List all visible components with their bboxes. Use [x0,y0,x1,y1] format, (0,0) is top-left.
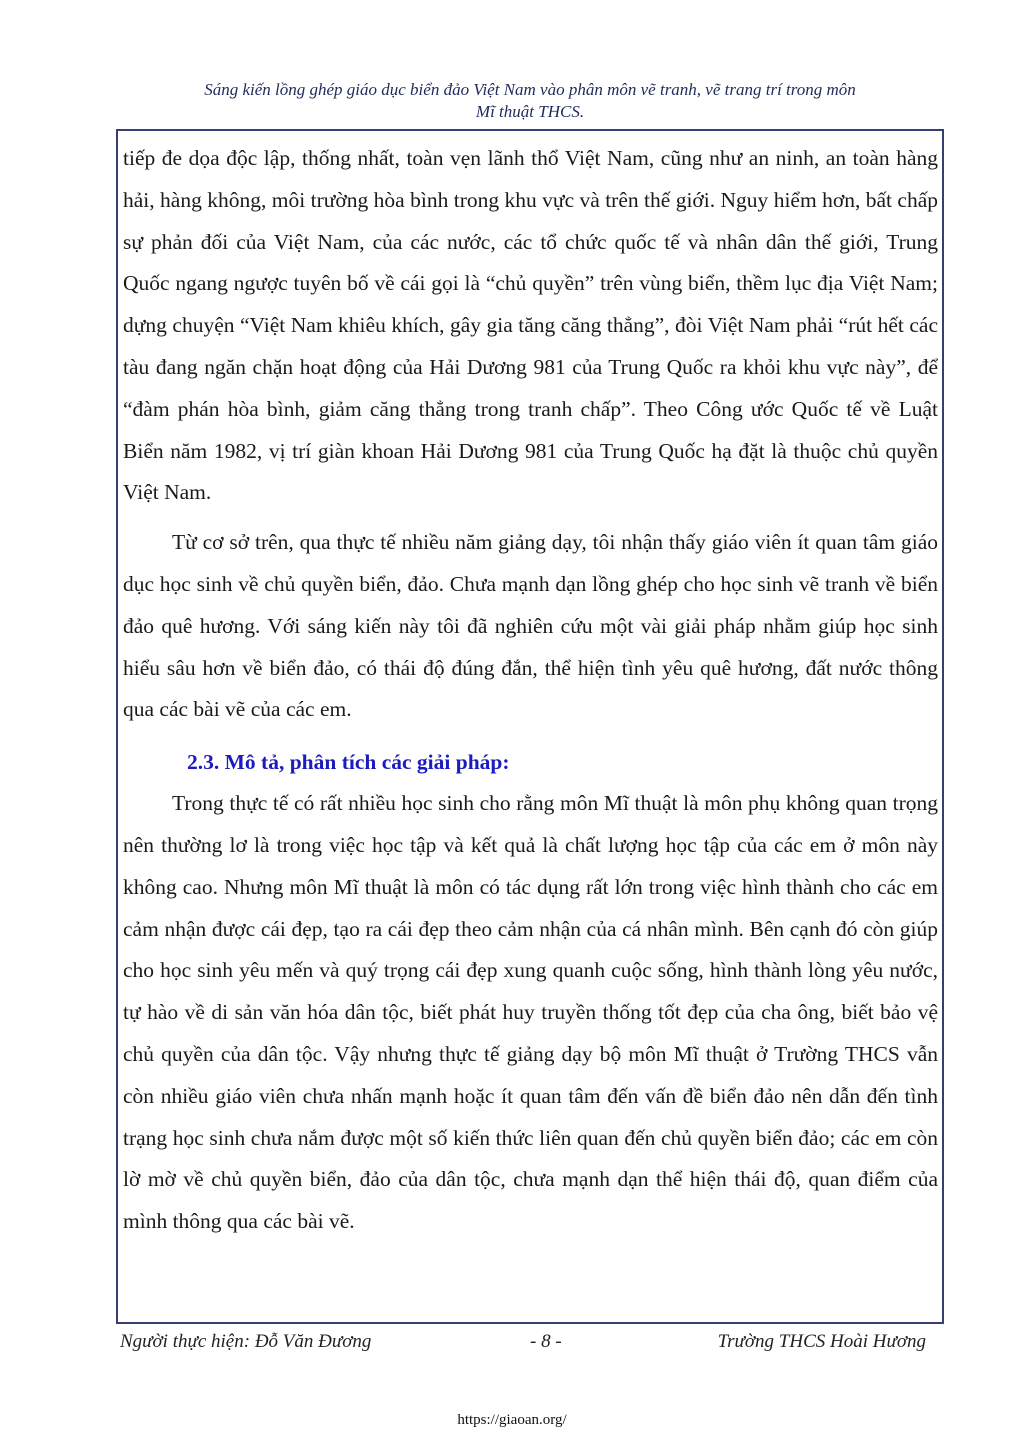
page-header [100,79,960,123]
page-content [123,138,938,1243]
header-line-1: Sáng kiến lồng ghép giáo dục biển đảo Việt Nam vào phân môn vẽ tranh, vẽ trang trí trong môn [204,80,856,99]
footer-author: Người thực hiện: Đỗ Văn Đương [120,1331,372,1352]
source-url[interactable]: https://giaoan.org/ [457,1412,567,1428]
paragraph-2: Từ cơ sở trên, qua thực tế nhiều năm giảng dạy, tôi nhận thấy giáo viên ít quan tâm giáo dục học sinh về chủ quyền biển, đảo. Chưa mạnh dạn lồng ghép cho học sinh vẽ tranh về biển đảo quê hương. Với sáng kiến này tôi đã nghiên cứu một vài giải pháp nhằm giúp học sinh hiểu sâu hơn về biển đảo, có thái độ đúng đắn, thể hiện tình yêu quê hương, đất nước thông qua các bài vẽ của các em. [123,530,938,722]
paragraph-3: Trong thực tế có rất nhiều học sinh cho rằng môn Mĩ thuật là môn phụ không quan trọng nên thường lơ là trong việc học tập và kết quả là chất lượng học tập của các em ở môn này không cao. Nhưng môn Mĩ thuật là môn có tác dụng rất lớn trong việc hình thành cho các em cảm nhận được cái đẹp, tạo ra cái đẹp theo cảm nhận của cá nhân mình. Bên cạnh đó còn giúp cho học sinh yêu mến và quý trọng cái đẹp xung quanh cuộc sống, hình thành lòng yêu nước, tự hào về di sản văn hóa dân tộc, biết phát huy truyền thống tốt đẹp của cha ông, biết bảo vệ chủ quyền của dân tộc. Vậy nhưng thực tế giảng dạy bộ môn Mĩ thuật ở Trường THCS vẫn còn nhiều giáo viên chưa nhấn mạnh hoặc ít quan tâm đến vấn đề biển đảo nên dẫn đến tình trạng học sinh chưa nắm được một số kiến thức liên quan đến chủ quyền biển đảo; các em còn lờ mờ về chủ quyền biển, đảo của dân tộc, chưa mạnh dạn thể hiện thái độ, quan điểm của mình thông qua các bài vẽ. [123,791,938,1234]
footer-school: Trường THCS Hoài Hương [717,1331,926,1352]
paragraph-1: tiếp đe dọa độc lập, thống nhất, toàn vẹn lãnh thổ Việt Nam, cũng như an ninh, an toàn hàng hải, hàng không, môi trường hòa bình trong khu vực và trên thế giới. Nguy hiểm hơn, bất chấp sự phản đối của Việt Nam, của các nước, các tổ chức quốc tế và nhân dân thế giới, Trung Quốc ngang ngược tuyên bố về cái gọi là “chủ quyền” trên vùng biển, thềm lục địa Việt Nam; dựng chuyện “Việt Nam khiêu khích, gây gia tăng căng thẳng”, đòi Việt Nam phải “rút hết các tàu đang ngăn chặn hoạt động của Hải Dương 981 của Trung Quốc ra khỏi khu vực này”, để “đàm phán hòa bình, giảm căng thẳng trong tranh chấp”. Theo Công ước Quốc tế về Luật Biển năm 1982, vị trí giàn khoan Hải Dương 981 của Trung Quốc hạ đặt là thuộc chủ quyền Việt Nam. [123,146,938,505]
section-heading: 2.3. Mô tả, phân tích các giải pháp: [187,750,510,775]
page-footer [120,1331,930,1357]
footer-page-number: - 8 - [530,1331,562,1352]
header-line-2: Mĩ thuật THCS. [475,102,585,121]
